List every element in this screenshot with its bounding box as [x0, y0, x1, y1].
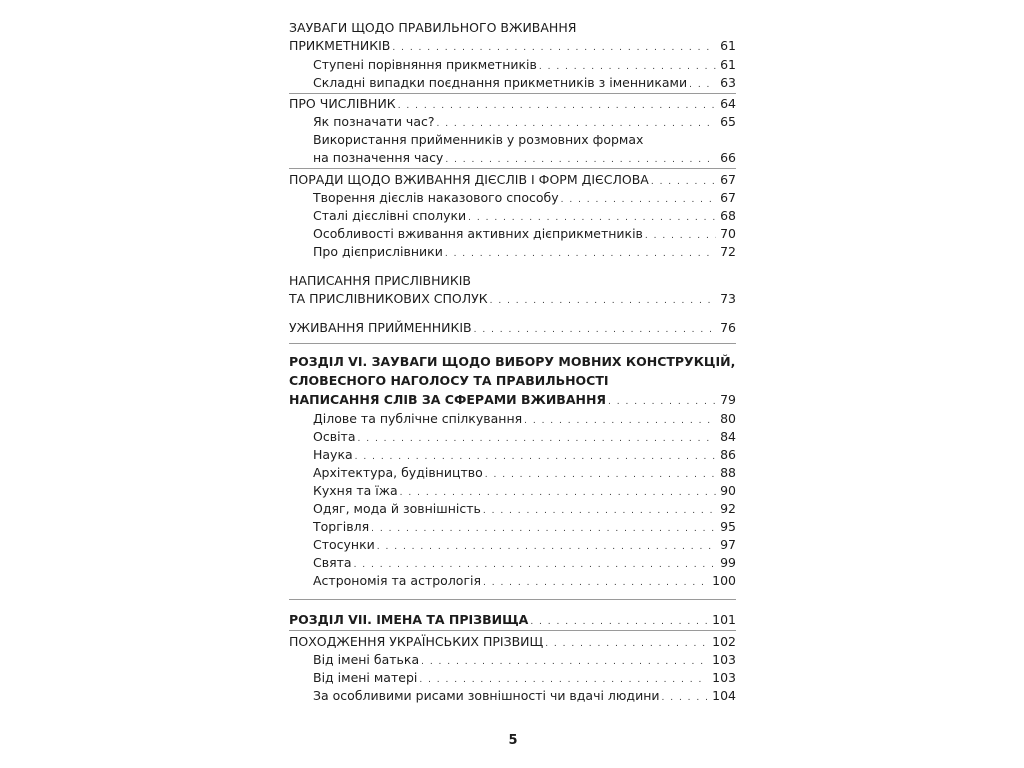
dot-leader	[662, 687, 709, 707]
toc-page-number: 92	[720, 501, 736, 516]
toc-page-number: 99	[720, 555, 736, 570]
dot-leader	[371, 518, 716, 538]
toc-entry-adj-combinations	[313, 74, 736, 92]
toc-entry-section6	[289, 391, 736, 409]
toc-entry-title: Від імені матері	[313, 670, 418, 685]
divider	[289, 168, 736, 169]
toc-page-number: 72	[720, 244, 736, 259]
toc-page-number: 67	[720, 172, 736, 187]
dot-leader	[400, 482, 716, 502]
toc-entry-numeral	[289, 95, 736, 113]
toc-entry-s6-education	[313, 428, 736, 446]
toc-page-number: 101	[712, 612, 736, 627]
toc-entry-verbs	[289, 171, 736, 189]
toc-entry-title: ПОХОДЖЕННЯ УКРАЇНСЬКИХ ПРІЗВИЩ	[289, 634, 544, 649]
toc-page-number: 61	[720, 57, 736, 72]
toc-section6-line1: РОЗДІЛ VI. ЗАУВАГИ ЩОДО ВИБОРУ МОВНИХ КОНСТРУКЦІЙ,	[289, 354, 736, 369]
toc-entry-verb-participles	[313, 225, 736, 243]
dot-leader	[421, 651, 708, 671]
toc-entry-title: ПРО ЧИСЛІВНИК	[289, 96, 396, 111]
dot-leader	[355, 446, 716, 466]
toc-entry-s6-astronomy	[313, 572, 736, 590]
toc-page-number: 80	[720, 411, 736, 426]
dot-leader	[545, 633, 708, 653]
toc-page-number: 73	[720, 291, 736, 306]
toc-entry-title: Від імені батька	[313, 652, 420, 667]
toc-page-number: 86	[720, 447, 736, 462]
toc-page-number: 79	[720, 392, 736, 407]
toc-page-number: 95	[720, 519, 736, 534]
dot-leader	[354, 554, 717, 574]
toc-page-number: 65	[720, 114, 736, 129]
dot-leader	[445, 243, 716, 263]
toc-entry-title: Астрономія та астрологія	[313, 573, 482, 588]
toc-entry-title: Торгівля	[313, 519, 370, 534]
toc-entry-title: на позначення часу	[313, 150, 444, 165]
page-number: 5	[508, 733, 518, 748]
toc-entry-title: Як позначати час?	[313, 114, 435, 129]
toc-entry-title: Творення дієслів наказового способу	[313, 190, 559, 205]
toc-entry-title: УЖИВАННЯ ПРИЙМЕННИКІВ	[289, 320, 472, 335]
dot-leader	[645, 225, 716, 245]
dot-leader	[419, 669, 708, 689]
toc-entry-title: Архітектура, будівництво	[313, 465, 483, 480]
toc-page-number: 103	[712, 670, 736, 685]
toc-page-number: 97	[720, 537, 736, 552]
toc-page-number: 84	[720, 429, 736, 444]
divider	[289, 93, 736, 94]
toc-entry-title: Ступені порівняння прикметників	[313, 57, 537, 72]
toc-entry-s6-kitchen	[313, 482, 736, 500]
toc-entry-num-time	[313, 113, 736, 131]
dot-leader	[490, 290, 716, 310]
toc-entry-s6-holidays	[313, 554, 736, 572]
toc-entry-title: Свята	[313, 555, 352, 570]
toc-page-number: 64	[720, 96, 736, 111]
toc-page-number: 104	[712, 688, 736, 703]
toc-page-number: 61	[720, 38, 736, 53]
toc-page-number: 100	[712, 573, 736, 588]
toc-heading-adjectives-line1: ЗАУВАГИ ЩОДО ПРАВИЛЬНОГО ВЖИВАННЯ	[289, 20, 577, 35]
toc-entry-s7-mother	[313, 669, 736, 687]
toc-entry-title: Складні випадки поєднання прикметників з іменниками	[313, 75, 688, 90]
toc-entry-s6-clothing	[313, 500, 736, 518]
toc-entry-title: ПОРАДИ ЩОДО ВЖИВАННЯ ДІЄСЛІВ І ФОРМ ДІЄСЛОВА	[289, 172, 649, 187]
toc-entry-s7-father	[313, 651, 736, 669]
toc-entry-s6-science	[313, 446, 736, 464]
toc-entry-num-prepositions-line1: Використання прийменників у розмовних формах	[313, 132, 644, 147]
toc-entry-title: РОЗДІЛ VII. ІМЕНА ТА ПРІЗВИЩА	[289, 612, 529, 627]
toc-page-number: 68	[720, 208, 736, 223]
toc-entry-verb-imperative	[313, 189, 736, 207]
toc-page-number: 66	[720, 150, 736, 165]
toc-entry-title: НАПИСАННЯ СЛІВ ЗА СФЕРАМИ ВЖИВАННЯ	[289, 392, 607, 407]
dot-leader	[445, 149, 716, 169]
toc-page-number: 76	[720, 320, 736, 335]
toc-entry-verb-phrases	[313, 207, 736, 225]
toc-entry-title: Про дієприслівники	[313, 244, 443, 259]
divider	[289, 599, 736, 600]
dot-leader	[468, 207, 716, 227]
toc-entry-title: Особливості вживання активних дієприкметників	[313, 226, 643, 241]
toc-entry-adverbs	[289, 290, 736, 308]
toc-entry-s6-architecture	[313, 464, 736, 482]
toc-entry-title: Кухня та їжа	[313, 483, 398, 498]
dot-leader	[436, 113, 716, 133]
toc-entry-s6-trade	[313, 518, 736, 536]
toc-section6-line2: СЛОВЕСНОГО НАГОЛОСУ ТА ПРАВИЛЬНОСТІ	[289, 373, 609, 388]
toc-page-number: 90	[720, 483, 736, 498]
toc-page-number: 102	[712, 634, 736, 649]
dot-leader	[689, 74, 716, 94]
toc-entry-title: Одяг, мода й зовнішність	[313, 501, 481, 516]
toc-page-number: 88	[720, 465, 736, 480]
toc-entry-title: Сталі дієслівні сполуки	[313, 208, 467, 223]
dot-leader	[651, 171, 716, 191]
toc-entry-title: Ділове та публічне спілкування	[313, 411, 523, 426]
toc-page-number: 103	[712, 652, 736, 667]
toc-page-number: 70	[720, 226, 736, 241]
toc-entry-surnames	[289, 633, 736, 651]
toc-entry-s7-appearance	[313, 687, 736, 705]
dot-leader	[358, 428, 717, 448]
dot-leader	[392, 37, 716, 57]
toc-heading-adverbs-line1: НАПИСАННЯ ПРИСЛІВНИКІВ	[289, 273, 472, 288]
dot-leader	[561, 189, 716, 209]
dot-leader	[377, 536, 716, 556]
toc-entry-title: За особливими рисами зовнішності чи вдачі людини	[313, 688, 660, 703]
dot-leader	[530, 611, 708, 631]
toc-entry-title: ПРИКМЕТНИКІВ	[289, 38, 391, 53]
toc-entry-s6-business	[313, 410, 736, 428]
divider	[289, 343, 736, 344]
divider	[289, 630, 736, 631]
toc-entry-verb-gerunds	[313, 243, 736, 261]
dot-leader	[608, 391, 716, 411]
toc-entry-num-prepositions	[313, 149, 736, 167]
dot-leader	[474, 319, 716, 339]
dot-leader	[524, 410, 716, 430]
dot-leader	[483, 572, 708, 592]
toc-page-number: 63	[720, 75, 736, 90]
toc-entry-title: Освіта	[313, 429, 356, 444]
dot-leader	[539, 56, 716, 76]
dot-leader	[398, 95, 716, 115]
toc-entry-adjectives	[289, 37, 736, 55]
toc-entry-title: Стосунки	[313, 537, 375, 552]
dot-leader	[485, 464, 716, 484]
dot-leader	[483, 500, 716, 520]
toc-entry-title: ТА ПРИСЛІВНИКОВИХ СПОЛУК	[289, 291, 488, 306]
toc-entry-adj-degrees	[313, 56, 736, 74]
toc-page-number: 67	[720, 190, 736, 205]
toc-entry-title: Наука	[313, 447, 353, 462]
toc-entry-s6-relations	[313, 536, 736, 554]
toc-entry-section7	[289, 611, 736, 629]
toc-entry-prepositions	[289, 319, 736, 337]
